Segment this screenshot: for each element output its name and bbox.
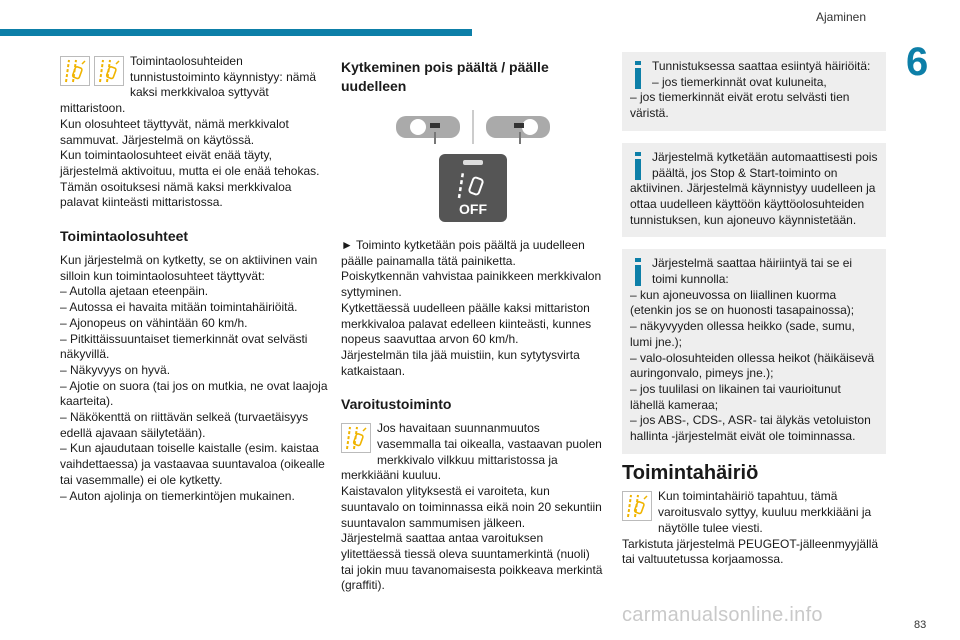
- list-item: – Autossa ei havaita mitään toimintahäiriöitä.: [60, 300, 298, 315]
- list-item: – Pitkittäissuuntaiset tiemerkinnät ovat selvästi näkyvillä.: [60, 331, 308, 362]
- divider: [472, 110, 474, 144]
- paragraph: Jos havaitaan suunnanmuutos vasemmalla tai oikealla, vastaavan puolen merkkivalo vilkkuu mittaristossa ja merkkiääni kuuluu.: [341, 421, 602, 483]
- warning-lamps-pair: [60, 56, 124, 86]
- steering-wheel-figure: [341, 110, 605, 144]
- paragraph: Järjestelmä kytketään automaattisesti pois päältä, jos Stop & Start-toiminto on aktiivinen. Järjestelmä käynnistyy uudelleen ja ottaa uudelleen käyttöön käyttöolosuhteiden tunnistuksen, kun ajoneuvo käynnistetään.: [630, 149, 878, 227]
- paragraph: Kaistavalon ylityksestä ei varoiteta, kun suuntavalo on toiminnassa eikä noin 20 sekuntiin suuntavalon sammumisen jälkeen.: [341, 484, 602, 530]
- lane-warning-lamp-icon: [341, 423, 371, 453]
- button-off-label: OFF: [459, 201, 487, 217]
- list-item: – Ajonopeus on vähintään 60 km/h.: [60, 315, 248, 330]
- paragraph: Kun olosuhteet täyttyvät, nämä merkkivalot sammuvat. Järjestelmä on käytössä.: [60, 116, 289, 147]
- heading-fault: Toimintahäiriö: [622, 461, 759, 484]
- list-item: – Näkökenttä on riittävän selkeä (turvaetäisyys edellä ajavaan säilytetään).: [60, 410, 309, 440]
- list-item: – jos tiemerkinnät eivät erotu selvästi tien väristä.: [630, 90, 850, 121]
- section-title: Ajaminen: [815, 10, 866, 24]
- info-icon: [634, 152, 642, 180]
- info-icon: [634, 258, 642, 286]
- paragraph: Järjestelmä saattaa häiriintyä tai se ei toimi kunnolla:: [652, 256, 853, 287]
- heading-conditions: Toimintaolosuhteet: [60, 228, 189, 245]
- paragraph: Järjestelmän tila jää muistiin, kun sytytysvirta katkaistaan.: [341, 347, 580, 378]
- paragraph: Kytkettäessä uudelleen päälle kaksi mittariston merkkivaloa palavat edelleen kiinteästi, kunnes nopeus saavuttaa arvon 60 km/h.: [341, 300, 592, 347]
- paragraph: Järjestelmä saattaa antaa varoituksen ylitettäessä tiessä oleva suuntamerkintä (nuoli) tai jokin muu tavanomaisesta poikkeava merkintä (graffiti).: [341, 531, 603, 593]
- header-accent-bar: [0, 29, 472, 36]
- lane-button-off-icon: [439, 154, 507, 222]
- paragraph: Kun toimintaolosuhteet eivät enää täyty, järjestelmä aktivoituu, mutta ei ole enää tehokas. Tämän osoituksesi nämä kaksi merkkivaloa palavat kiinteästi mittaristossa.: [60, 148, 320, 210]
- list-item: – näkyvyyden ollessa heikko (sade, sumu, lumi jne.);: [630, 319, 855, 349]
- heading-off: Kytkeminen pois päältä / päälle uudelleen: [341, 59, 549, 94]
- list-item: – Kun ajaudutaan toiselle kaistalle (esim. kaistaa vaihdettaessa) ja vastaavaa suuntavaloa (oikealle tai vasemmalle) ei ole kytketty.: [60, 441, 325, 487]
- list-item: – valo-olosuhteiden ollessa heikot (häikäisevä auringonvalo, pimeys jne.);: [630, 350, 875, 381]
- list-item: – jos tiemerkinnät ovat kuluneita,: [652, 74, 827, 89]
- list-item: – kun ajoneuvossa on liiallinen kuorma (etenkin jos se on huonosti tasapainossa);: [630, 287, 855, 318]
- paragraph: Tunnistuksessa saattaa esiintyä häiriöitä:: [652, 59, 871, 73]
- column-1: [60, 54, 328, 504]
- info-box: [622, 143, 886, 238]
- intro-text: Toimintaolosuhteiden tunnistustoiminto käynnistyy: nämä kaksi merkkivaloa syttyvät mittaristoon.: [60, 54, 317, 116]
- info-icon: [634, 61, 642, 89]
- steering-wheel-left-icon: [396, 110, 460, 144]
- list-item: – jos ABS-, CDS-, ASR- tai älykäs vetoluiston hallinta -järjestelmät eivät ole toiminnassa.: [630, 413, 871, 444]
- column-3: [622, 52, 886, 568]
- list-item: – Ajotie on suora (tai jos on mutkia, ne ovat laajoja kaarteita).: [60, 378, 328, 409]
- lane-warning-lamp-icon: [60, 56, 90, 86]
- lane-warning-lamp-icon: [94, 56, 124, 86]
- watermark: carmanualsonline.info: [622, 604, 823, 626]
- list-item: – Auton ajolinja on tiemerkintöjen mukainen.: [60, 488, 295, 503]
- info-box: [622, 249, 886, 453]
- info-box: [622, 52, 886, 131]
- lane-warning-lamp-icon: [622, 491, 652, 521]
- paragraph: Tarkistuta järjestelmä PEUGEOT-jälleenmyyjällä tai valtuutetussa korjaamossa.: [622, 536, 879, 567]
- list-item: – Näkyvyys on hyvä.: [60, 362, 171, 377]
- lane-button[interactable]: [341, 154, 605, 222]
- column-2: [341, 54, 605, 594]
- steering-wheel-right-icon: [486, 110, 550, 144]
- heading-alert: Varoitustoiminto: [341, 396, 452, 413]
- page-number: 83: [914, 619, 927, 631]
- paragraph: Kun toimintahäiriö tapahtuu, tämä varoitusvalo syttyy, kuuluu merkkiääni ja näytölle tulee viesti.: [658, 489, 872, 535]
- list-item: – jos tuulilasi on likainen tai vaurioitunut lähellä kameraa;: [630, 381, 841, 412]
- paragraph: Poiskytkennän vahvistaa painikkeen merkkivalon syttyminen.: [341, 269, 602, 300]
- paragraph: Kun järjestelmä on kytketty, se on aktiivinen vain silloin kun toimintaolosuhteet täyttyvät:: [60, 253, 318, 283]
- paragraph: ► Toiminto kytketään pois päältä ja uudelleen päälle painamalla tätä painiketta.: [341, 238, 585, 268]
- chapter-number: 6: [906, 40, 929, 84]
- list-item: – Autolla ajetaan eteenpäin.: [60, 284, 209, 299]
